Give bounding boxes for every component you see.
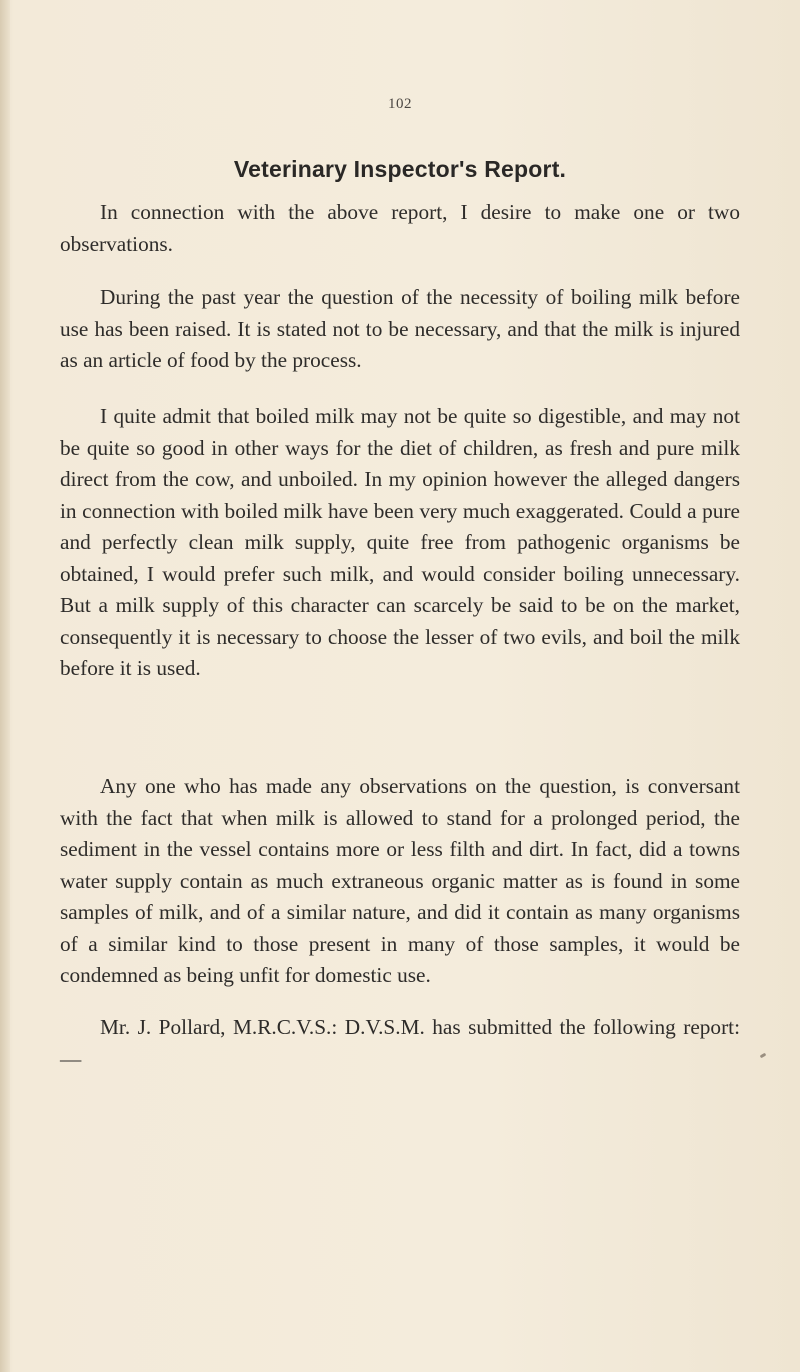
paragraph-3: I quite admit that boiled milk may not be quite so digestible, and may not be quite so good in other ways for the diet of children, as fresh and pure milk direct from the cow, and unboiled. In my opinion however the alleged dangers in connection with boiled milk have been very much exaggerated. Could a pure and perfectly clean milk supply, quite free from pathogenic organisms be obtained, I would prefer such milk, and would consider boiling unnecessary. But a milk supply of this character can scarcely be said to be on the market, consequently it is necessary to choose the lesser of two evils, and boil the milk before it is used. bbox=[60, 404, 740, 680]
report-title: Veterinary Inspector's Report. bbox=[233, 156, 567, 182]
paragraph-4: Any one who has made any observations on the question, is conversant with the fact that when milk is allowed to stand for a prolonged period, the sediment in the vessel contains more or less filth and dirt. In fact, did a towns water supply contain as much extraneous organic matter as is found in some samples of milk, and of a similar nature, and did it contain as many organisms of a similar kind to those present in many of those samples, it would be condemned as being unfit for domestic use. bbox=[60, 774, 740, 987]
paragraph-1: In connection with the above report, I desire to make one or two observations. bbox=[60, 200, 740, 256]
paragraph-2: During the past year the question of the necessity of boiling milk before use has been raised. It is stated not to be necessary, and that the milk is injured as an article of food by the process. bbox=[60, 285, 740, 372]
page-number: 102 bbox=[388, 96, 412, 112]
page-binding-edge bbox=[0, 0, 10, 1372]
paragraph-5: Mr. J. Pollard, M.R.C.V.S.: D.V.S.M. has submitted the following report:— bbox=[60, 1015, 740, 1071]
paper-speck bbox=[760, 1053, 767, 1059]
